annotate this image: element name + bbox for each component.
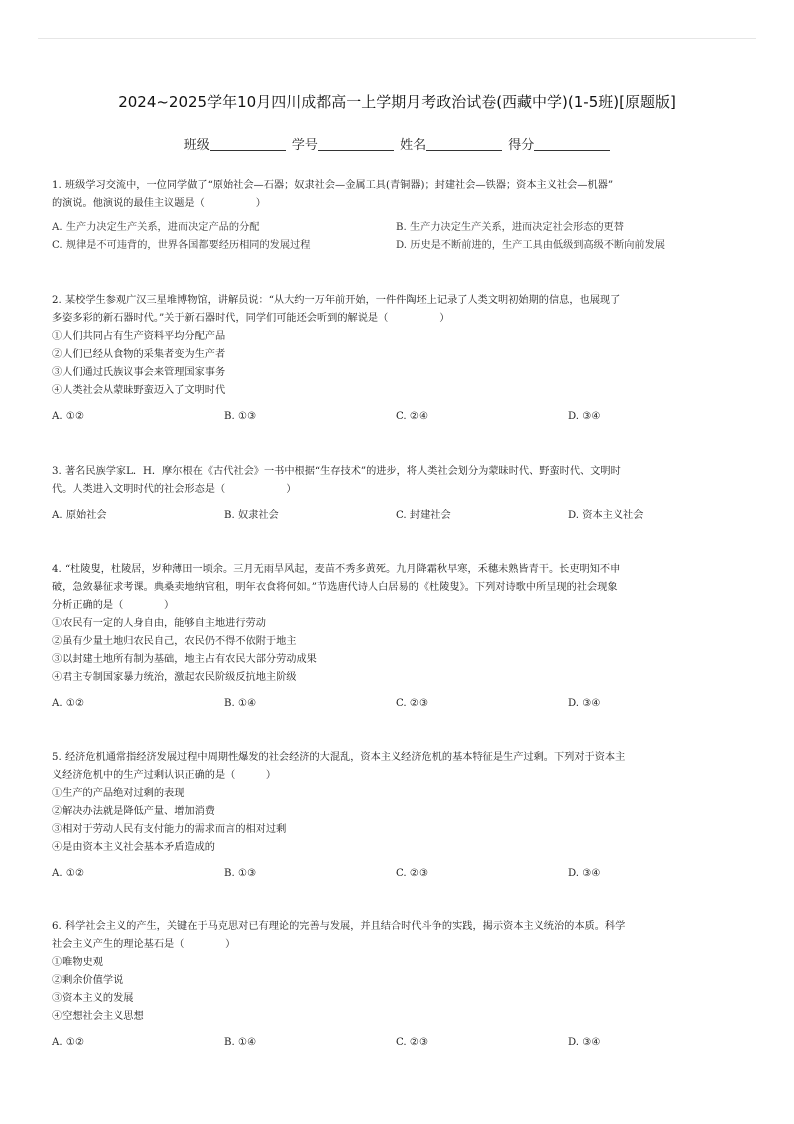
top-divider	[38, 38, 756, 39]
class-blank	[210, 137, 286, 151]
option-row	[52, 507, 742, 525]
statement-2: ②剩余价值学说	[52, 975, 124, 986]
option-b[interactable]: B. 生产力决定生产关系，进而决定社会形态的更替	[396, 222, 624, 233]
question-stem-line: 2. 某校学生参观广汉三星堆博物馆，讲解员说：“从大约一万年前开始，一件件陶坯上记录了人类文明初始期的信息，也展现了	[52, 295, 621, 306]
option-d[interactable]: D. ③④	[568, 411, 601, 422]
option-a[interactable]: A. ①②	[52, 1037, 85, 1048]
option-c[interactable]: C. 封建社会	[396, 510, 451, 521]
option-a[interactable]: A. 原始社会	[52, 510, 107, 521]
student-id-blank	[318, 137, 394, 151]
option-row	[52, 219, 742, 237]
option-a[interactable]: A. ①②	[52, 868, 85, 879]
option-d[interactable]: D. ③④	[568, 1037, 601, 1048]
option-b[interactable]: B. ①④	[224, 1037, 257, 1048]
option-d[interactable]: D. ③④	[568, 698, 601, 709]
question-stem-line: 多姿多彩的新石器时代。”关于新石器时代，同学们可能还会听到的解说是（ ）	[52, 313, 450, 324]
question-stem-line: 1. 班级学习交流中，一位同学做了“原始社会—石器；奴隶社会—金属工具(青铜器)；封建社会—铁器；资本主义社会—机器”	[52, 180, 614, 191]
option-row	[52, 237, 742, 255]
option-c[interactable]: C. ②④	[396, 411, 429, 422]
option-d[interactable]: D. 历史是不断前进的，生产工具由低级到高级不断向前发展	[396, 240, 665, 251]
question-stem-line: 6. 科学社会主义的产生，关键在于马克思对已有理论的完善与发展，并且结合时代斗争的实践，揭示资本主义统治的本质。科学	[52, 921, 626, 932]
option-d[interactable]: D. 资本主义社会	[568, 510, 644, 521]
class-label: 班级	[183, 138, 210, 153]
question-6	[52, 918, 742, 1052]
statement-1: ①人们共同占有生产资料平均分配产品	[52, 331, 226, 342]
option-a[interactable]: A. ①②	[52, 411, 85, 422]
question-stem-line: 3. 著名民族学家L．H．摩尔根在《古代社会》一书中根据“生存技术”的进步，将人类社会划分为蒙昧时代、野蛮时代、文明时	[52, 466, 621, 477]
question-stem-line: 义经济危机中的生产过剩认识正确的是（ ）	[52, 770, 277, 781]
option-b[interactable]: B. ①③	[224, 868, 257, 879]
statement-4: ④空想社会主义思想	[52, 1011, 144, 1022]
question-stem-line: 破，急敛暴征求考课。典桑卖地纳官租，明年衣食将何如。”节选唐代诗人白居易的《杜陵叟》。下列对诗歌中所呈现的社会现象	[52, 582, 618, 593]
question-stem-line: 的演说。他演说的最佳主议题是（ ）	[52, 198, 266, 209]
question-4	[52, 561, 742, 713]
question-stem-line: 代。人类进入文明时代的社会形态是（ ）	[52, 484, 297, 495]
statement-2: ②虽有少量土地归农民自己，农民仍不得不依附于地主	[52, 636, 297, 647]
option-a[interactable]: A. 生产力决定生产关系，进而决定产品的分配	[52, 222, 260, 233]
statement-3: ③人们通过氏族议事会来管理国家事务	[52, 367, 226, 378]
question-1	[52, 177, 742, 255]
student-info-row	[0, 134, 794, 153]
name-label: 姓名	[400, 138, 427, 153]
option-d[interactable]: D. ③④	[568, 868, 601, 879]
option-c[interactable]: C. 规律是不可违背的，世界各国都要经历相同的发展过程	[52, 240, 311, 251]
score-blank	[534, 137, 610, 151]
statement-4: ④是由资本主义社会基本矛盾造成的	[52, 842, 215, 853]
statement-1: ①农民有一定的人身自由，能够自主地进行劳动	[52, 618, 266, 629]
statement-4: ④人类社会从蒙昧野蛮迈入了文明时代	[52, 385, 226, 396]
option-c[interactable]: C. ②③	[396, 1037, 429, 1048]
option-b[interactable]: B. ①③	[224, 411, 257, 422]
option-row	[52, 865, 742, 883]
option-a[interactable]: A. ①②	[52, 698, 85, 709]
question-2	[52, 292, 742, 426]
statement-3: ③资本主义的发展	[52, 993, 134, 1004]
statement-1: ①唯物史观	[52, 957, 103, 968]
statement-2: ②人们已经从食物的采集者变为生产者	[52, 349, 226, 360]
score-field	[508, 134, 610, 153]
option-b[interactable]: B. 奴隶社会	[224, 510, 279, 521]
question-stem-line: 社会主义产生的理论基石是（ ）	[52, 939, 236, 950]
statement-3: ③以封建土地所有制为基础，地主占有农民大部分劳动成果	[52, 654, 317, 665]
option-row	[52, 1034, 742, 1052]
option-c[interactable]: C. ②③	[396, 698, 429, 709]
score-label: 得分	[508, 138, 535, 153]
name-field	[400, 134, 502, 153]
class-field	[184, 134, 286, 153]
page-title: 2024~2025学年10月四川成都高一上学期月考政治试卷(西藏中学)(1-5班)[原题版]	[118, 93, 676, 111]
option-row	[52, 408, 742, 426]
student-id-label: 学号	[291, 138, 318, 153]
question-stem-line: 5. 经济危机通常指经济发展过程中周期性爆发的社会经济的大混乱，资本主义经济危机的基本特征是生产过剩。下列对于资本主	[52, 752, 626, 763]
option-c[interactable]: C. ②③	[396, 868, 429, 879]
statement-2: ②解决办法就是降低产量、增加消费	[52, 806, 215, 817]
name-blank	[426, 137, 502, 151]
question-3	[52, 463, 742, 525]
student-id-field	[292, 134, 394, 153]
statement-3: ③相对于劳动人民有支付能力的需求而言的相对过剩	[52, 824, 287, 835]
question-stem-line: 分析正确的是（ ）	[52, 600, 175, 611]
option-row	[52, 695, 742, 713]
statement-4: ④君主专制国家暴力统治，激起农民阶级反抗地主阶级	[52, 672, 297, 683]
question-stem-line: 4. “杜陵叟，杜陵居，岁种薄田一顷余。三月无雨旱风起，麦苗不秀多黄死。九月降霜秋早寒，禾穗未熟皆青干。长吏明知不申	[52, 564, 621, 575]
question-5	[52, 749, 742, 883]
statement-1: ①生产的产品绝对过剩的表现	[52, 788, 185, 799]
option-b[interactable]: B. ①④	[224, 698, 257, 709]
